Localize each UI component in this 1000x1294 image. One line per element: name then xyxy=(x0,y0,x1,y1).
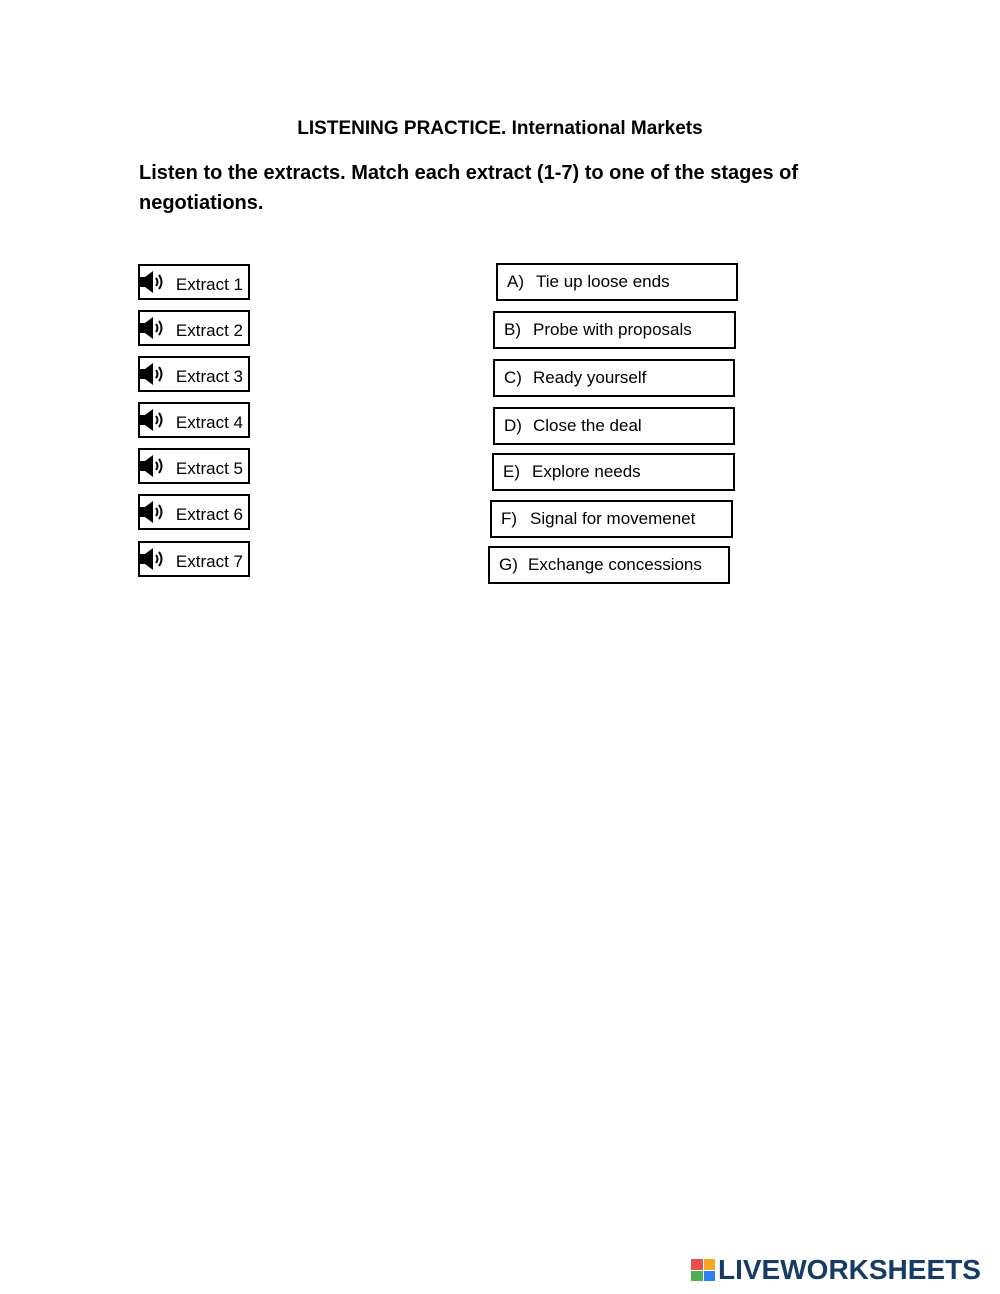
speaker-icon xyxy=(140,361,168,387)
extract-7-audio-button[interactable] xyxy=(138,541,250,577)
extract-1-audio-button[interactable] xyxy=(138,264,250,300)
speaker-icon xyxy=(140,407,168,433)
extract-2-audio-button[interactable] xyxy=(138,310,250,346)
speaker-icon xyxy=(140,315,168,341)
extract-label: Extract 6 xyxy=(175,505,243,524)
page-title: LISTENING PRACTICE. International Markets xyxy=(297,118,703,139)
option-f[interactable] xyxy=(490,500,733,538)
extract-6-audio-button[interactable] xyxy=(138,494,250,530)
extract-5-audio-button[interactable] xyxy=(138,448,250,484)
option-letter: E) xyxy=(503,462,520,481)
extract-4-audio-button[interactable] xyxy=(138,402,250,438)
speaker-icon xyxy=(140,453,168,479)
option-text: Explore needs xyxy=(532,462,641,481)
extract-label: Extract 7 xyxy=(175,552,243,571)
option-c[interactable] xyxy=(493,359,735,397)
extract-label: Extract 5 xyxy=(175,459,243,478)
speaker-icon xyxy=(140,499,168,525)
option-text: Signal for movemenet xyxy=(530,509,696,528)
live-badge-icon xyxy=(691,1259,715,1281)
option-letter: D) xyxy=(504,416,522,435)
speaker-icon xyxy=(140,546,168,572)
extract-label: Extract 2 xyxy=(175,321,243,340)
speaker-icon xyxy=(140,269,168,295)
option-text: Ready yourself xyxy=(533,368,647,387)
extract-label: Extract 1 xyxy=(175,275,243,294)
instruction-text: Listen to the extracts. Match each extract (1-7) to one of the stages of negotiations. xyxy=(139,162,799,214)
option-a[interactable] xyxy=(496,263,738,301)
extract-label: Extract 4 xyxy=(175,413,243,432)
option-letter: B) xyxy=(504,320,521,339)
option-text: Probe with proposals xyxy=(533,320,692,339)
option-e[interactable] xyxy=(492,453,735,491)
option-text: Exchange concessions xyxy=(528,555,702,574)
option-letter: A) xyxy=(507,272,524,291)
option-text: Close the deal xyxy=(533,416,642,435)
option-text: Tie up loose ends xyxy=(536,272,670,291)
liveworksheets-logo xyxy=(691,1255,981,1285)
extract-3-audio-button[interactable] xyxy=(138,356,250,392)
option-g[interactable] xyxy=(488,546,730,584)
option-d[interactable] xyxy=(493,407,735,445)
option-b[interactable] xyxy=(493,311,736,349)
option-letter: G) xyxy=(499,555,518,574)
option-letter: F) xyxy=(501,509,518,528)
extract-label: Extract 3 xyxy=(175,367,243,386)
brand-name: LIVEWORKSHEETS xyxy=(718,1254,981,1285)
option-letter: C) xyxy=(504,368,522,387)
